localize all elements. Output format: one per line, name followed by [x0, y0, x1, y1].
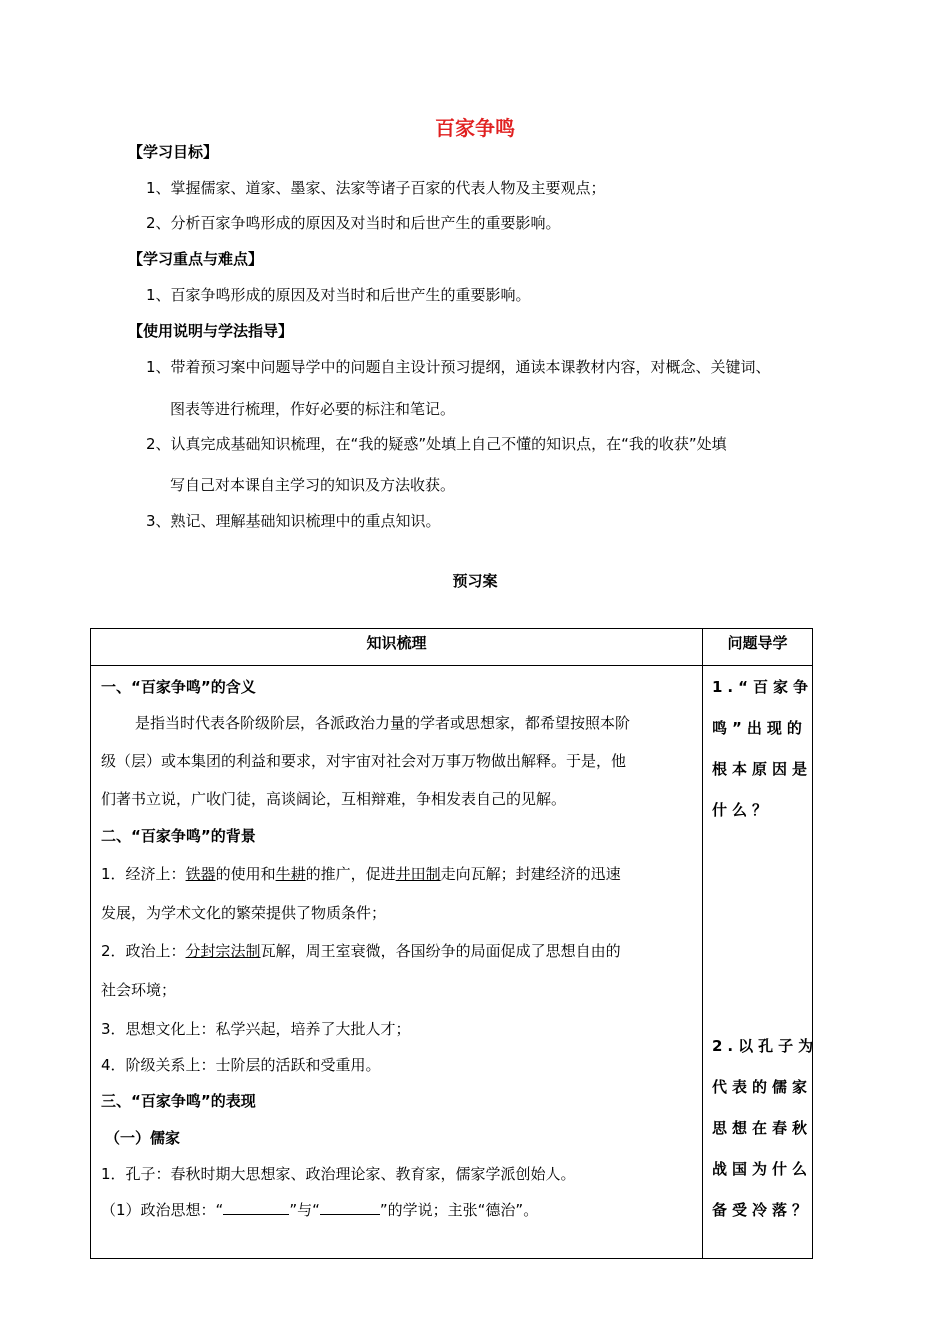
- politics-line-2: 社会环境；: [101, 981, 177, 999]
- preview-table: [90, 628, 819, 1259]
- political-thought-line: [101, 1199, 538, 1220]
- class-line: 4．阶级关系上：士阶层的活跃和受重用。: [101, 1056, 381, 1074]
- question-2-line-4: 战国为什么: [712, 1160, 813, 1178]
- political-thought-text-3: ”的学说；主张“德治”。: [379, 1201, 539, 1219]
- goal-item-2: 2、分析百家争鸣形成的原因及对当时和后世产生的重要影响。: [146, 214, 561, 232]
- fill-blank-2[interactable]: [320, 1200, 380, 1215]
- politics-line: [101, 940, 621, 961]
- term-ox-plough: 牛耕: [275, 865, 306, 883]
- economy-text-2: 的推广，促进: [305, 865, 396, 883]
- guide-item-3: 3、熟记、理解基础知识梳理中的重点知识。: [146, 512, 441, 530]
- question-1-line-4: 什么？: [712, 801, 773, 819]
- keypoint-item-1: 1、百家争鸣形成的原因及对当时和后世产生的重要影响。: [146, 286, 531, 304]
- section-3-title: 三、“百家争鸣”的表现: [101, 1092, 256, 1110]
- question-1-line-2: 鸣”出现的: [712, 719, 807, 737]
- keypoints-heading: 【学习重点与难点】: [128, 250, 264, 268]
- goals-heading: 【学习目标】: [128, 143, 219, 161]
- section-title: 预习案: [452, 572, 498, 590]
- col-header-questions: 问题导学: [703, 629, 813, 666]
- confucianism-heading: （一）儒家: [105, 1129, 181, 1147]
- knowledge-cell: [91, 666, 702, 1258]
- political-thought-text-2: ”与“: [289, 1201, 320, 1219]
- term-feudal-clan: 分封宗法制: [185, 942, 261, 960]
- section-1-para-line-2: 级（层）或本集团的利益和要求，对宇宙对社会对万事万物做出解释。于是，他: [101, 752, 627, 770]
- culture-line: 3．思想文化上：私学兴起，培养了大批人才；: [101, 1020, 411, 1038]
- politics-label: 2．政治上：: [101, 942, 186, 960]
- question-1-line-3: 根本原因是: [712, 760, 813, 778]
- economy-text-3: 走向瓦解；封建经济的迅速: [440, 865, 621, 883]
- guide-item-1b: 图表等进行梳理，作好必要的标注和笔记。: [170, 400, 456, 418]
- economy-line-2: 发展，为学术文化的繁荣提供了物质条件；: [101, 904, 387, 922]
- economy-line: [101, 863, 621, 884]
- guide-heading: 【使用说明与学法指导】: [128, 322, 294, 340]
- guide-item-2a: 2、认真完成基础知识梳理，在“我的疑惑”处填上自己不懂的知识点，在“我的收获”处填: [146, 435, 727, 453]
- economy-text-1: 的使用和: [215, 865, 276, 883]
- section-1-para-line-1: 是指当时代表各阶级阶层，各派政治力量的学者或思想家，都希望按照本阶: [135, 714, 631, 732]
- fill-blank-1[interactable]: [223, 1200, 289, 1215]
- question-2-line-3: 思想在春秋: [712, 1119, 813, 1137]
- question-1-line-1: 1.“百家争: [712, 678, 813, 696]
- col-header-knowledge: 知识梳理: [91, 629, 703, 666]
- politics-text: 瓦解，周王室衰微，各国纷争的局面促成了思想自由的: [260, 942, 621, 960]
- question-2-line-1: 2.以孔子为: [712, 1037, 819, 1055]
- goal-item-1: 1、掌握儒家、道家、墨家、法家等诸子百家的代表人物及主要观点；: [146, 179, 606, 197]
- page-title: 百家争鸣: [435, 116, 515, 140]
- economy-label: 1．经济上：: [101, 865, 186, 883]
- political-thought-text-1: （1）政治思想：“: [101, 1201, 224, 1219]
- guide-item-2b: 写自己对本课自主学习的知识及方法收获。: [170, 476, 456, 494]
- question-2-line-2: 代表的儒家: [712, 1078, 813, 1096]
- section-1-title: 一、“百家争鸣”的含义: [101, 678, 256, 696]
- questions-cell: [703, 666, 819, 1258]
- question-2-line-5: 备受冷落？: [712, 1201, 813, 1219]
- confucius-line: 1．孔子：春秋时期大思想家、政治理论家、教育家，儒家学派创始人。: [101, 1165, 576, 1183]
- section-2-title: 二、“百家争鸣”的背景: [101, 827, 256, 845]
- term-iron-tools: 铁器: [185, 865, 216, 883]
- term-well-field: 井田制: [395, 865, 441, 883]
- guide-item-1a: 1、带着预习案中问题导学中的问题自主设计预习提纲，通读本课教材内容，对概念、关键词、: [146, 358, 771, 376]
- section-1-para-line-3: 们著书立说，广收门徒，高谈阔论，互相辩难，争相发表自己的见解。: [101, 790, 567, 808]
